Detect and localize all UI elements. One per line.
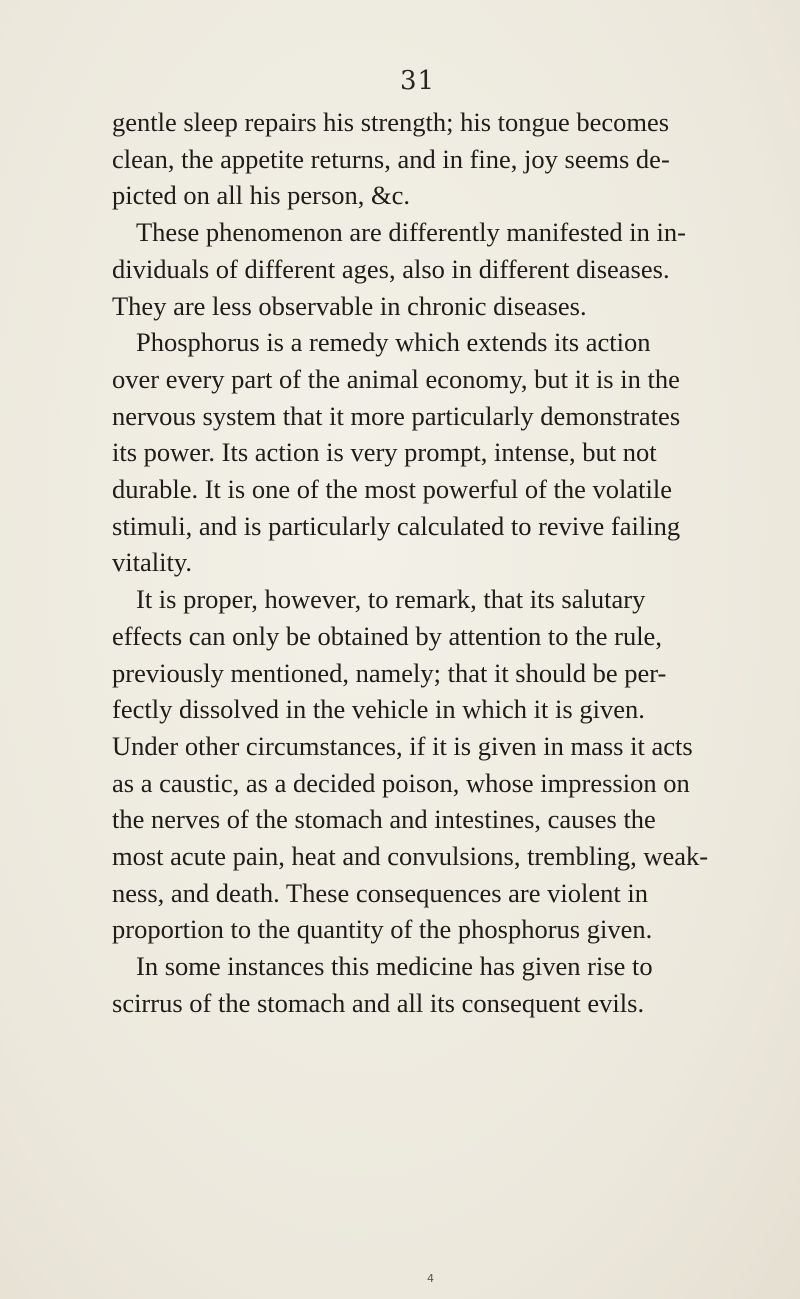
text-line: gentle sleep repairs his strength; his tongue becomes: [112, 107, 670, 137]
paragraph-start-line: In some instances this medicine has given rise to: [136, 951, 653, 982]
paragraph-start-line: It is proper, however, to remark, that its salutary: [136, 584, 646, 615]
text-line: scirrus of the stomach and all its consequent evils.: [112, 987, 645, 1018]
text-line: They are less observable in chronic diseases.: [112, 290, 587, 321]
text-line: the nerves of the stomach and intestines, causes the: [112, 804, 656, 835]
text-line: proportion to the quantity of the phosphorus given.: [112, 914, 653, 945]
text-line: ness, and death. These consequences are violent in: [112, 877, 648, 908]
paragraph-start-line: These phenomenon are differently manifested in in-: [136, 217, 686, 248]
text-line: its power. Its action is very prompt, intense, but not: [112, 437, 657, 468]
text-line: most acute pain, heat and convulsions, trembling, weak-: [112, 841, 709, 872]
text-line: vitality.: [112, 547, 192, 578]
text-line: previously mentioned, namely; that it should be per-: [112, 657, 667, 688]
page-number: 31: [400, 66, 436, 96]
signature-mark: 4: [427, 1272, 434, 1285]
text-line: nervous system that it more particularly demonstrates: [112, 400, 681, 431]
text-line: Under other circumstances, if it is given in mass it acts: [112, 730, 693, 761]
text-line: effects can only be obtained by attention to the rule,: [112, 620, 662, 651]
text-line: durable. It is one of the most powerful of the volatile: [112, 474, 673, 505]
paragraph-start-line: Phosphorus is a remedy which extends its action: [136, 327, 651, 358]
text-line: as a caustic, as a decided poison, whose impression on: [112, 767, 690, 798]
text-line: dividuals of different ages, also in different diseases.: [112, 253, 670, 284]
text-line: stimuli, and is particularly calculated to revive failing: [112, 510, 681, 541]
text-line: picted on all his person, &c.: [112, 180, 411, 211]
text-line: clean, the appetite returns, and in fine, joy seems de-: [112, 143, 670, 174]
text-line: over every part of the animal economy, but it is in the: [112, 363, 680, 394]
body-text: [112, 104, 752, 1022]
text-line: fectly dissolved in the vehicle in which it is given.: [112, 694, 645, 725]
